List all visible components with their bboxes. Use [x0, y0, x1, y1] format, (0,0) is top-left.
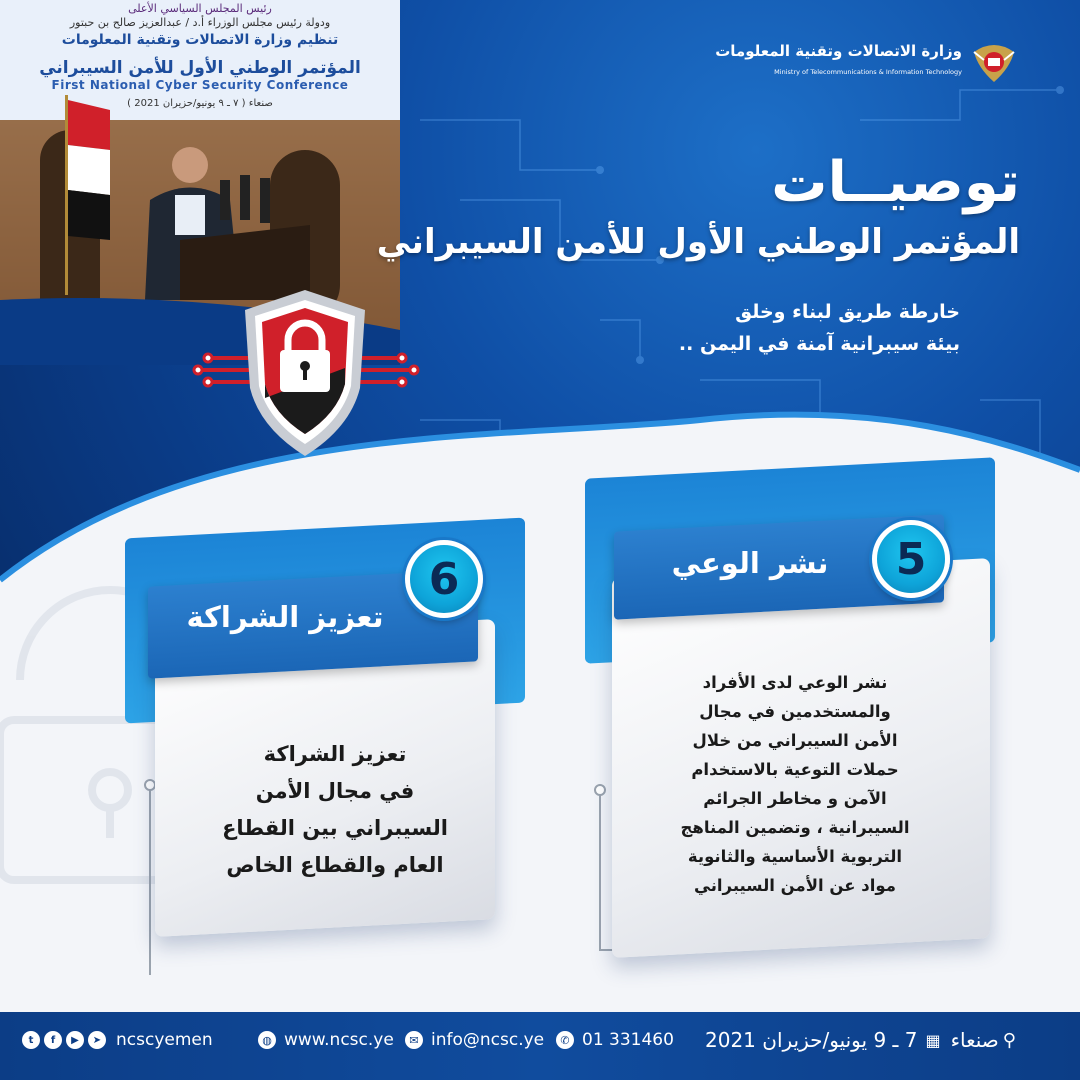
- cyber-shield-lock-icon: [190, 288, 420, 458]
- facebook-icon[interactable]: f: [44, 1031, 62, 1049]
- youtube-icon[interactable]: ▶: [66, 1031, 84, 1049]
- card-5-line: مواد عن الأمن السيبراني: [694, 876, 896, 895]
- ministry-logo: [715, 38, 1018, 88]
- date-place: صنعاء: [950, 1028, 999, 1052]
- card-5-line: نشر الوعي لدى الأفراد: [702, 673, 888, 692]
- card-6-title: تعزيز الشراكة: [186, 600, 384, 634]
- footer-social: [22, 1030, 213, 1050]
- card-5-line: التربوية الأساسية والثانوية: [687, 847, 903, 866]
- card-6-line: في مجال الأمن: [255, 779, 415, 803]
- card-5-title: نشر الوعي: [671, 546, 829, 580]
- email-link[interactable]: info@ncsc.ye: [431, 1030, 545, 1050]
- headline-recommendations: توصيــات: [771, 150, 1020, 215]
- banner-line-3: تنظيم وزارة الاتصالات وتقنية المعلومات: [61, 32, 339, 48]
- republic-emblem-icon: [970, 38, 1018, 86]
- headline-conference: المؤتمر الوطني الأول للأمن السيبراني: [376, 222, 1020, 262]
- card-5-line: الأمن السيبراني من خلال: [692, 731, 898, 750]
- date-range: 7 ـ 9 يونيو/حزيران 2021: [705, 1028, 918, 1052]
- twitter-icon[interactable]: t: [22, 1031, 40, 1049]
- phone-icon: ✆: [556, 1031, 574, 1049]
- tagline-line-2: بيئة سيبرانية آمنة في اليمن ..: [678, 333, 960, 355]
- banner-conference-title-ar: المؤتمر الوطني الأول للأمن السيبراني: [39, 58, 361, 78]
- card-6-line: العام والقطاع الخاص: [226, 853, 444, 877]
- tagline: [679, 296, 960, 360]
- footer-email[interactable]: [405, 1030, 544, 1050]
- banner-date: صنعاء ( ٧ ـ ٩ يونيو/حزيران 2021 ): [127, 98, 273, 109]
- ministry-name-en: Ministry of Telecommunications & Information Technology: [774, 68, 962, 76]
- card-6-line: السيبراني بين القطاع: [222, 816, 448, 840]
- telegram-icon[interactable]: ➤: [88, 1031, 106, 1049]
- footer-date: [705, 1028, 1016, 1052]
- banner-conference-title-en: First National Cyber Security Conference: [51, 78, 349, 92]
- location-pin-icon: ⚲: [1002, 1029, 1016, 1051]
- mail-icon: ✉: [405, 1031, 423, 1049]
- card-5-line: الآمن و مخاطر الجرائم: [703, 789, 887, 808]
- banner-line-1: رئيس المجلس السياسي الأعلى: [128, 2, 272, 15]
- social-icons: [22, 1031, 106, 1049]
- globe-icon: ◍: [258, 1031, 276, 1049]
- card-5-body: [660, 668, 930, 900]
- website-link[interactable]: www.ncsc.ye: [284, 1030, 394, 1050]
- ministry-name-ar: وزارة الاتصالات وتقنية المعلومات: [715, 42, 962, 60]
- card-6-body: [200, 736, 470, 884]
- footer-website[interactable]: [258, 1030, 394, 1050]
- card-5-number-badge: 5: [872, 520, 950, 598]
- card-6-line: تعزيز الشراكة: [263, 742, 407, 766]
- phone-number[interactable]: 01 331460: [582, 1030, 674, 1050]
- card-6-number-badge: 6: [405, 540, 483, 618]
- card-5-line: السيبرانية ، وتضمين المناهج: [680, 818, 910, 837]
- banner-line-2: ودولة رئيس مجلس الوزراء أ.د / عبدالعزيز صالح بن حبتور: [69, 16, 331, 29]
- social-handle[interactable]: ncscyemen: [116, 1030, 213, 1050]
- card-5-line: والمستخدمين في مجال: [699, 702, 891, 721]
- tagline-line-1: خارطة طريق لبناء وخلق: [735, 301, 960, 323]
- card-5-line: حملات التوعية بالاستخدام: [691, 760, 899, 779]
- footer-phone[interactable]: [556, 1030, 674, 1050]
- calendar-icon: ▦: [925, 1030, 941, 1050]
